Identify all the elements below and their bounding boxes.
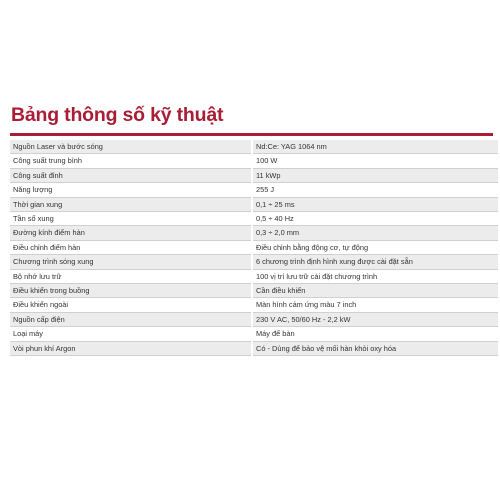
- spec-value: 11 kWp: [252, 168, 498, 182]
- spec-table-body: [10, 140, 498, 356]
- spec-table: [10, 140, 498, 356]
- spec-value: 6 chương trình định hình xung được cài đặt sẵn: [252, 255, 498, 269]
- spec-value: 230 V AC, 50/60 Hz - 2,2 kW: [252, 312, 498, 326]
- spec-label: Điều khiển trong buồng: [10, 284, 252, 298]
- spec-label: Điều khiển ngoài: [10, 298, 252, 312]
- spec-row: [10, 284, 498, 298]
- spec-label: Tần số xung: [10, 212, 252, 226]
- spec-value: Có - Dùng để bảo vệ mối hàn khỏi oxy hóa: [252, 341, 498, 355]
- spec-label: Chương trình sóng xung: [10, 255, 252, 269]
- spec-label: Công suất trung bình: [10, 154, 252, 168]
- spec-row: [10, 298, 498, 312]
- spec-label: Đường kính điểm hàn: [10, 226, 252, 240]
- spec-value: Cần điều khiển: [252, 284, 498, 298]
- spec-row: [10, 212, 498, 226]
- spec-label: Bộ nhớ lưu trữ: [10, 269, 252, 283]
- spec-label: Loại máy: [10, 327, 252, 341]
- spec-row: [10, 140, 498, 154]
- spec-value: 100 vị trí lưu trữ cài đặt chương trình: [252, 269, 498, 283]
- spec-label: Nguồn cấp điện: [10, 312, 252, 326]
- spec-label: Vòi phun khí Argon: [10, 341, 252, 355]
- spec-value: 0,3 ÷ 2,0 mm: [252, 226, 498, 240]
- title-divider: [10, 133, 493, 136]
- spec-value: 0,1 ÷ 25 ms: [252, 197, 498, 211]
- spec-value: 100 W: [252, 154, 498, 168]
- spec-label: Nguồn Laser và bước sóng: [10, 140, 252, 154]
- spec-row: [10, 154, 498, 168]
- spec-row: [10, 327, 498, 341]
- spec-row: [10, 269, 498, 283]
- spec-row: [10, 341, 498, 355]
- page-title: Bảng thông số kỹ thuật: [11, 104, 224, 126]
- spec-label: Công suất đỉnh: [10, 168, 252, 182]
- spec-label: Thời gian xung: [10, 197, 252, 211]
- spec-label: Điều chỉnh điểm hàn: [10, 240, 252, 254]
- spec-label: Năng lượng: [10, 183, 252, 197]
- spec-value: Nd:Ce: YAG 1064 nm: [252, 140, 498, 154]
- spec-value: Màn hình cảm ứng màu 7 inch: [252, 298, 498, 312]
- spec-row: [10, 312, 498, 326]
- spec-row: [10, 240, 498, 254]
- spec-row: [10, 255, 498, 269]
- spec-row: [10, 197, 498, 211]
- spec-row: [10, 183, 498, 197]
- spec-value: 0,5 ÷ 40 Hz: [252, 212, 498, 226]
- spec-value: Máy để bàn: [252, 327, 498, 341]
- spec-value: 255 J: [252, 183, 498, 197]
- spec-value: Điều chỉnh bằng động cơ, tự động: [252, 240, 498, 254]
- spec-row: [10, 226, 498, 240]
- spec-row: [10, 168, 498, 182]
